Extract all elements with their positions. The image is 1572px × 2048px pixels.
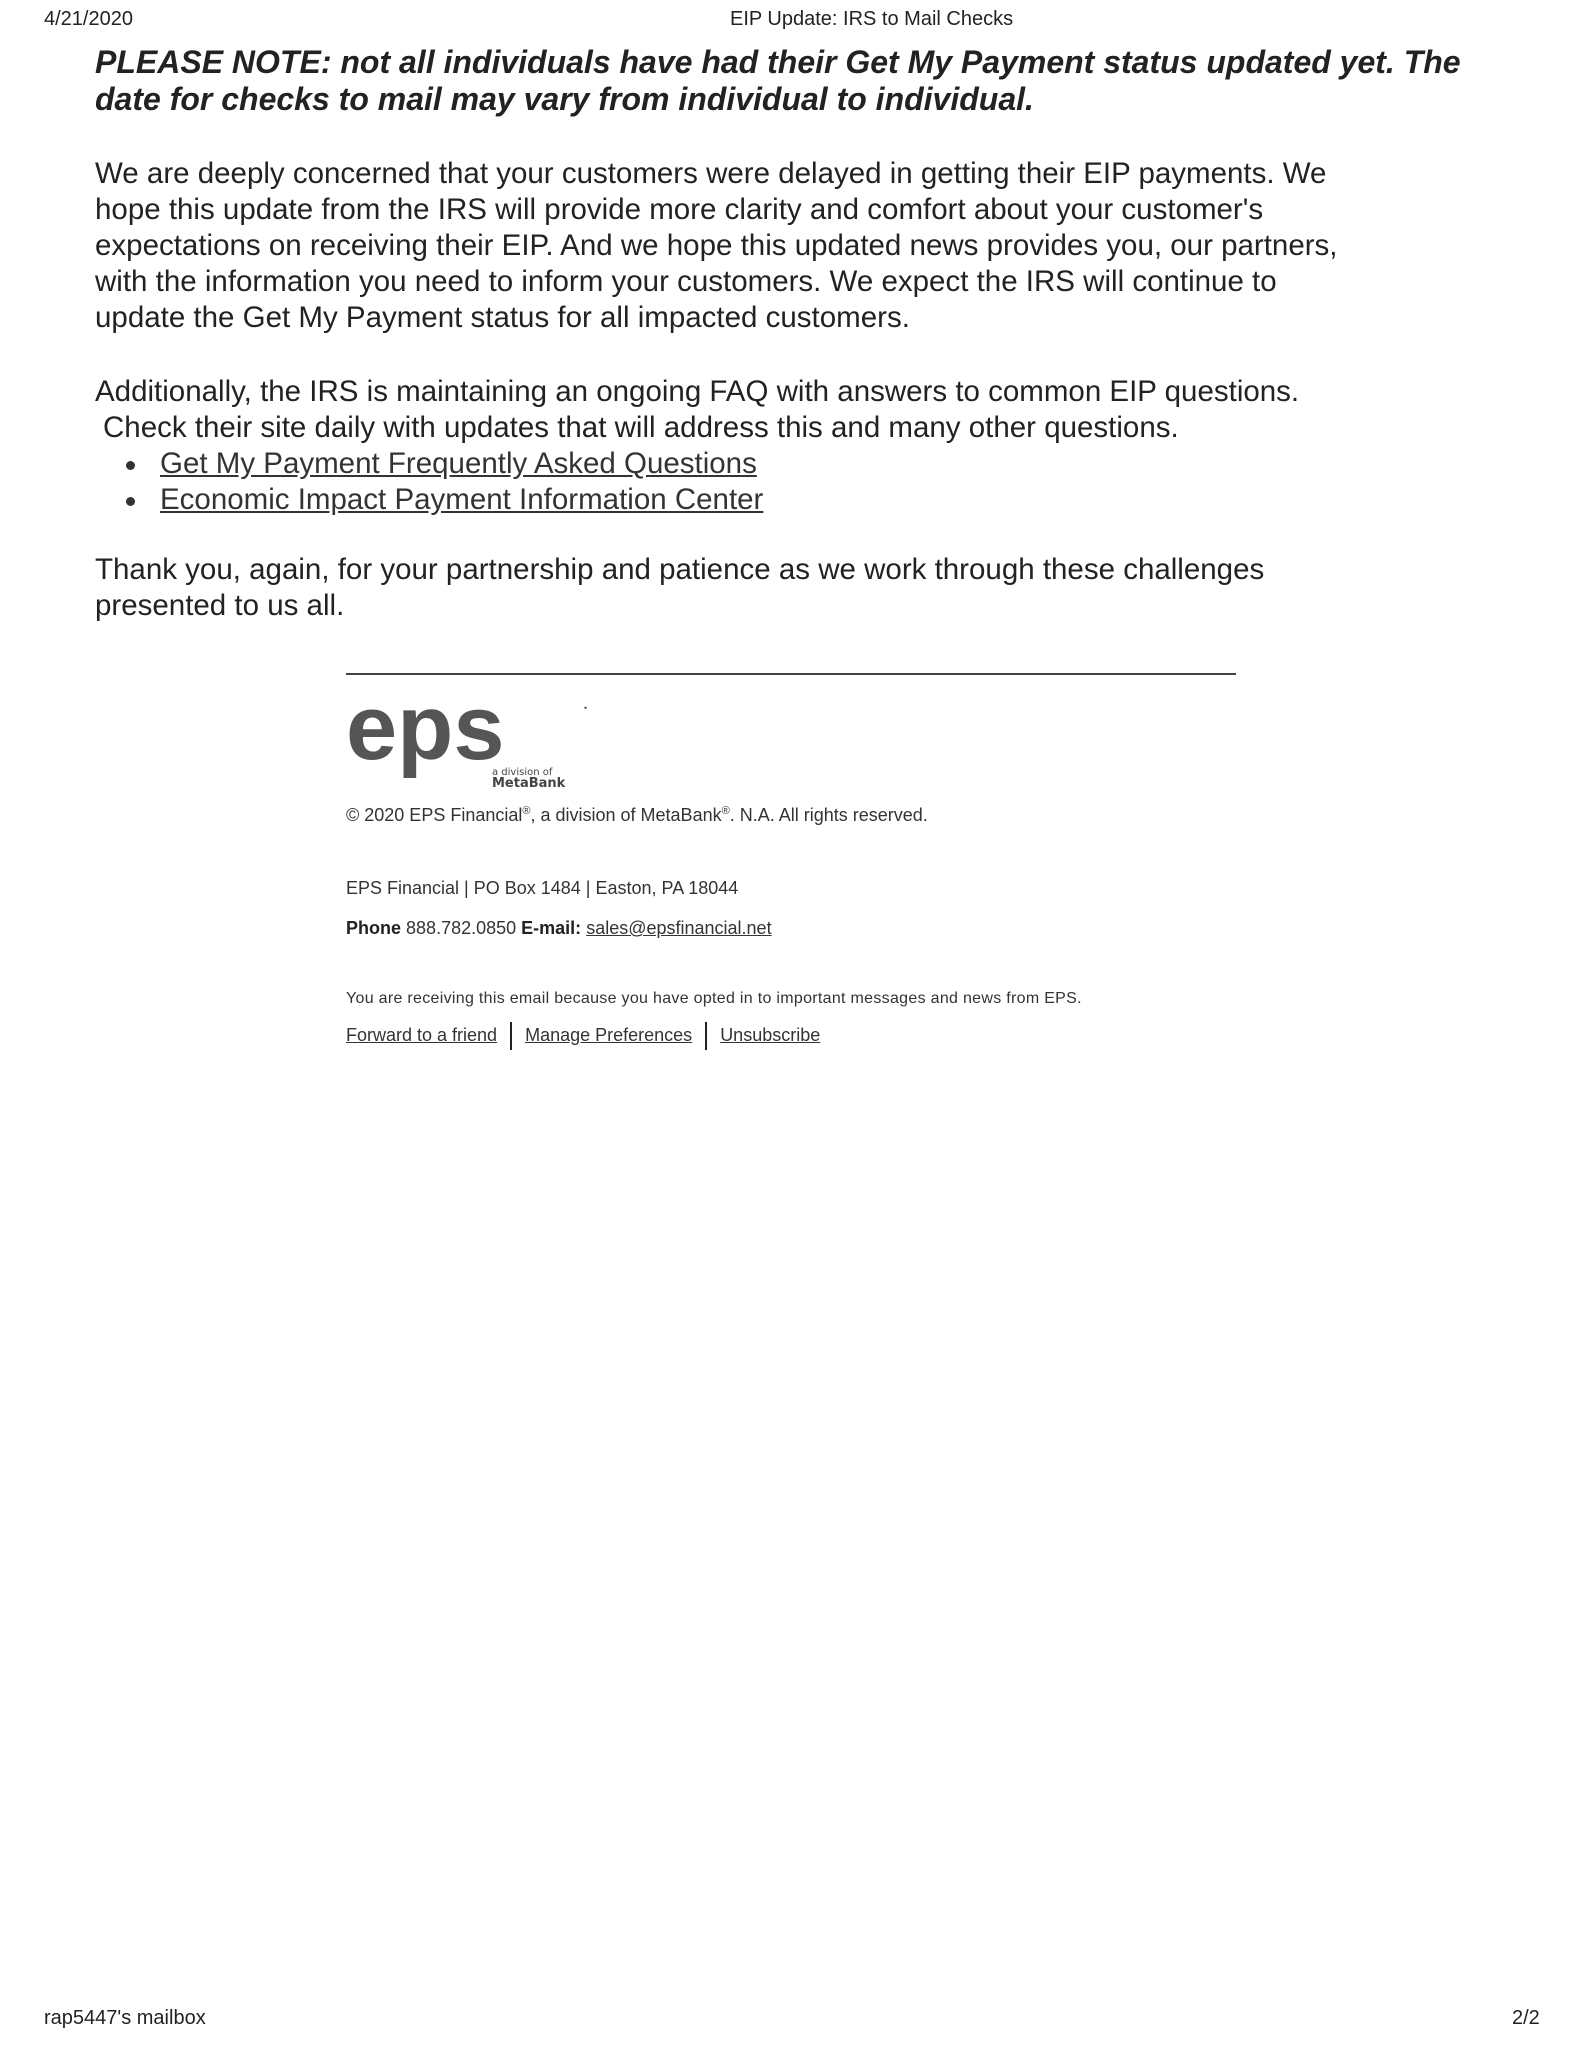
paragraph-line: Check their site daily with updates that will address this and many other questions.	[103, 411, 1179, 444]
divider	[705, 1022, 707, 1050]
manage-preferences-link[interactable]: Manage Preferences	[525, 1024, 693, 1045]
please-note	[95, 44, 1495, 118]
copyright-text: . N.A. All rights reserved.	[729, 805, 928, 825]
phone-label: Phone	[346, 918, 402, 938]
email-label: E-mail:	[521, 918, 582, 938]
logo-trademark: •	[584, 703, 588, 713]
paragraph-line: with the information you need to inform your customers. We expect the IRS will continue to	[95, 265, 1277, 298]
optin-notice: You are receiving this email because you have opted in to important messages and news from EPS.	[346, 990, 1082, 1007]
print-page-number: 2/2	[1512, 2007, 1540, 2029]
logo-e: eps	[346, 697, 505, 779]
print-date: 4/21/2020	[44, 8, 133, 30]
paragraph-line: Thank you, again, for your partnership and patience as we work through these challenges	[95, 553, 1265, 586]
faq-links-list	[95, 446, 1495, 518]
registered-mark: ®	[721, 805, 730, 817]
contact-line	[346, 918, 1236, 939]
copyright-text: © 2020 EPS Financial	[346, 805, 523, 825]
copyright-text: , a division of MetaBank	[530, 805, 722, 825]
paragraph-line: expectations on receiving their EIP. And we hope this updated news provides you, our partners,	[95, 229, 1338, 262]
link-eip-information-center[interactable]: Economic Impact Payment Information Center	[160, 483, 764, 516]
logo-metabank: MetaBank	[492, 776, 566, 791]
list-item	[126, 446, 1495, 482]
registered-mark: ®	[522, 805, 531, 817]
email-link[interactable]: sales@epsfinancial.net	[586, 918, 772, 938]
footer-links	[346, 1022, 1236, 1050]
logo-division-text	[492, 767, 565, 789]
paragraph-line: We are deeply concerned that your customers were delayed in getting their EIP payments. We	[95, 157, 1327, 190]
paragraph-line: hope this update from the IRS will provide more clarity and comfort about your customer's	[95, 193, 1264, 226]
link-get-my-payment-faq[interactable]: Get My Payment Frequently Asked Questions	[160, 447, 757, 480]
note-line: date for checks to mail may vary from individual to individual.	[95, 81, 1034, 117]
forward-to-friend-link[interactable]: Forward to a friend	[346, 1024, 498, 1045]
paragraph-thanks	[95, 552, 1495, 624]
unsubscribe-link[interactable]: Unsubscribe	[720, 1024, 821, 1045]
paragraph-line: update the Get My Payment status for all impacted customers.	[95, 301, 910, 334]
note-line: PLEASE NOTE: not all individuals have had their Get My Payment status updated yet. The	[95, 44, 1461, 80]
divider	[346, 673, 1236, 675]
divider	[510, 1022, 512, 1050]
print-mailbox: rap5447's mailbox	[44, 2007, 206, 2029]
paragraph-faq	[95, 374, 1495, 446]
eps-logo	[346, 697, 606, 797]
mailing-address: EPS Financial | PO Box 1484 | Easton, PA 18044	[346, 878, 739, 898]
email-signature	[346, 673, 1236, 1050]
logo-sub-line: a division of	[492, 767, 553, 778]
paragraph-line: presented to us all.	[95, 589, 345, 622]
print-title: EIP Update: IRS to Mail Checks	[730, 8, 1014, 30]
phone-number: 888.782.0850	[406, 918, 517, 938]
paragraph-line: Additionally, the IRS is maintaining an ongoing FAQ with answers to common EIP questions.	[95, 375, 1300, 408]
paragraph-concern	[95, 156, 1495, 336]
copyright	[346, 805, 1236, 826]
list-item	[126, 482, 1495, 518]
email-body	[95, 44, 1495, 624]
